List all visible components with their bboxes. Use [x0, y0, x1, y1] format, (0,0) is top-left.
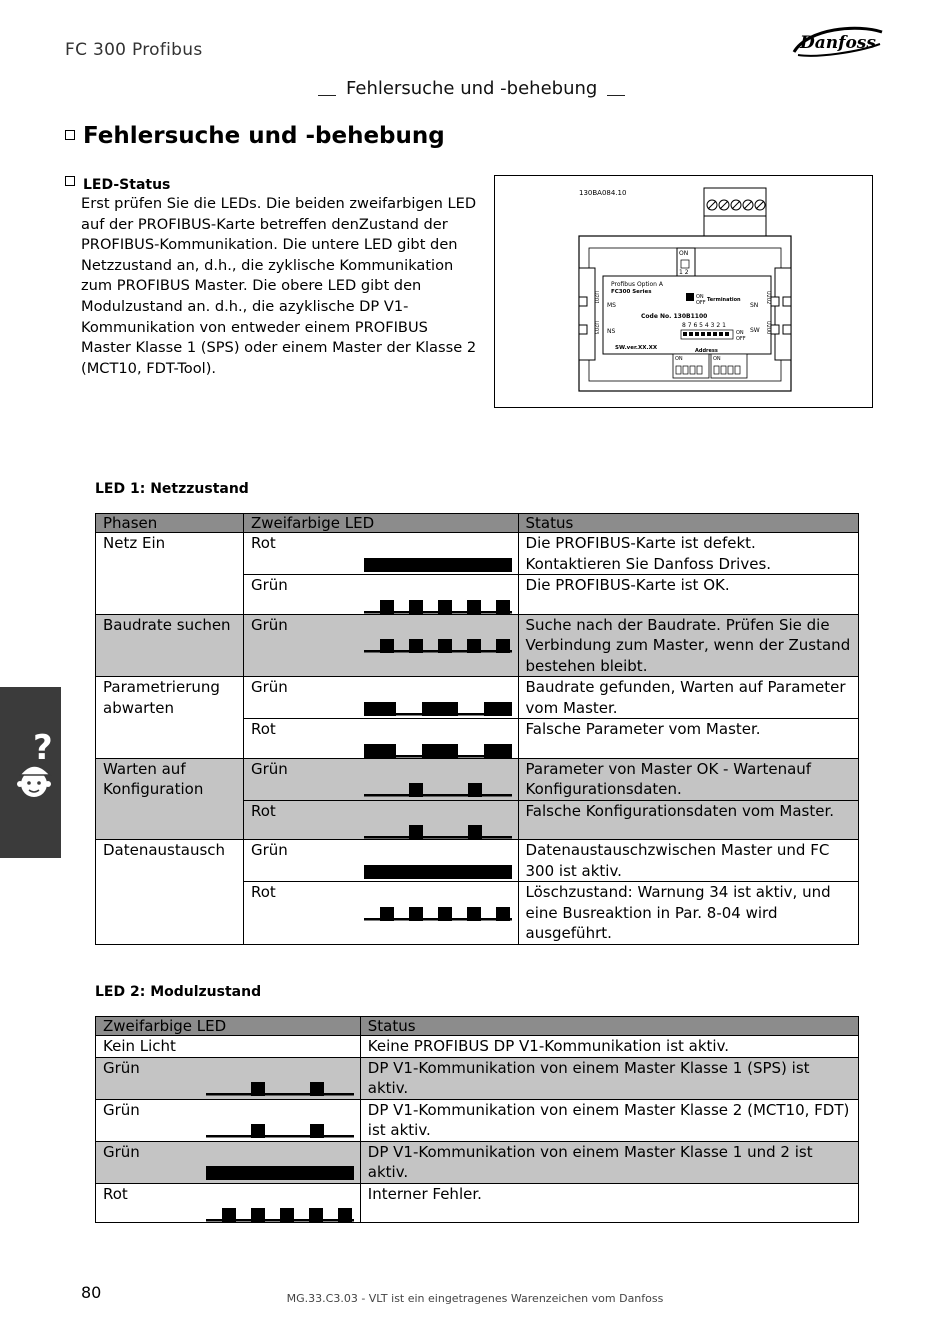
status-cell	[360, 1183, 858, 1223]
section-header	[308, 78, 635, 99]
header-dash-left	[318, 95, 336, 96]
led-cell-text: Grün	[250, 576, 288, 594]
status-cell	[360, 1099, 858, 1141]
code-number: Code No. 130B1100	[641, 313, 708, 320]
led-cell-text: Rot	[103, 1184, 128, 1203]
led-cell-text: Grün	[250, 759, 288, 778]
status-cell	[518, 677, 858, 719]
phase-cell	[96, 533, 244, 615]
section-header-text: Fehlersuche und -behebung	[346, 78, 598, 99]
led-cell-text: Rot	[250, 720, 276, 738]
led-cell-text: Grün	[103, 1058, 140, 1077]
led-blink-pattern-fast	[206, 1206, 354, 1222]
table-row	[96, 1141, 859, 1183]
led-cell	[243, 719, 518, 759]
troubleshooting-side-tab	[0, 687, 61, 858]
led-blink-pattern-fast	[364, 637, 512, 653]
status-cell	[518, 719, 858, 759]
u201-label: U201	[593, 291, 599, 305]
led-cell	[243, 800, 518, 840]
table-row	[96, 1183, 859, 1223]
led-cell	[243, 882, 518, 945]
status-cell	[518, 800, 858, 840]
checkbox-bullet-icon	[65, 130, 75, 140]
header-dash-right	[607, 95, 625, 96]
table-row	[96, 1099, 859, 1141]
phase-cell-text: Datenaustausch	[103, 841, 226, 859]
led1-table	[95, 513, 859, 945]
led-cell	[243, 575, 518, 615]
phase-cell	[96, 758, 244, 840]
status-cell	[518, 882, 858, 945]
status-cell	[518, 758, 858, 800]
led-blink-pattern-solid	[206, 1164, 354, 1180]
led-cell-text: Kein Licht	[103, 1037, 176, 1055]
led-blink-pattern-pulse	[364, 823, 512, 839]
svg-text:?: ?	[33, 728, 53, 768]
led-status-text: Erst prüfen Sie die LEDs. Die beiden zweifarbigen LED auf der PROFIBUS-Karte betreffen denZustand der PROFIBUS-Kommunikation. Die untere LED gibt den Netzzustand an, d.h., die zyklische Kommunikation zum PROFIBUS Master. Die obere LED gibt den Modulzustand an. d.h., die azyklische DP V1-Kommunikation von entweder einem PROFIBUS Master Klasse 1 (SPS) oder einem Master der Klasse 2 (MCT10, FDT-Tool).	[81, 195, 477, 377]
table-row	[96, 840, 859, 882]
address-label: Address	[695, 348, 718, 354]
status-cell-text: Keine PROFIBUS DP V1-Kommunikation ist aktiv.	[367, 1037, 730, 1055]
led-cell-text: Grün	[250, 841, 288, 859]
status-cell-text: Falsche Konfigurationsdaten vom Master.	[525, 801, 834, 820]
switch-number-label: 1 2	[679, 269, 689, 276]
led2-table	[95, 1016, 859, 1223]
page-title	[65, 123, 445, 149]
led-status-heading	[65, 176, 170, 193]
status-cell	[360, 1036, 858, 1058]
led-cell-text: Rot	[250, 883, 276, 901]
troubleshooting-face-icon	[0, 687, 61, 858]
status-cell-text: Suche nach der Baudrate. Prüfen Sie die Verbindung zum Master, wenn der Zustand bestehen bleibt.	[525, 615, 851, 675]
phase-cell	[96, 677, 244, 759]
status-cell	[518, 575, 858, 615]
column-header: Status	[360, 1017, 858, 1036]
table-row	[96, 614, 859, 677]
page-number: 80	[81, 1283, 102, 1302]
phase-cell	[96, 614, 244, 677]
status-cell-text: Parameter von Master OK - Wartenauf Konfigurationsdaten.	[525, 759, 812, 798]
status-cell-text: Falsche Parameter vom Master.	[525, 720, 761, 738]
led2-caption: LED 2: Modulzustand	[95, 984, 262, 1000]
status-cell-text: Datenaustauschzwischen Master und FC 300 ist aktiv.	[525, 841, 830, 880]
table-header-row	[96, 514, 859, 533]
termination-label: Termination	[707, 297, 741, 303]
phase-cell-text: Parametrierung abwarten	[103, 678, 220, 717]
phase-cell	[96, 840, 244, 945]
status-cell-text: Löschzustand: Warnung 34 ist aktiv, und eine Busreaktion in Par. 8-04 wird ausgeführt.	[525, 883, 831, 942]
page-title-text: Fehlersuche und -behebung	[83, 123, 445, 149]
table-row	[96, 1057, 859, 1099]
status-cell-text: DP V1-Kommunikation von einem Master Klasse 1 und 2 ist aktiv.	[367, 1142, 813, 1181]
status-cell-text: Die PROFIBUS-Karte ist defekt. Kontaktieren Sie Danfoss Drives.	[525, 534, 772, 573]
termination-on: ON	[696, 294, 704, 300]
dip1-on: ON	[675, 356, 683, 362]
led-blink-pattern-pulse	[364, 781, 512, 797]
led-cell	[96, 1183, 361, 1223]
status-cell-text: Interner Fehler.	[367, 1184, 482, 1203]
led1-caption: LED 1: Netzzustand	[95, 481, 249, 497]
table-row	[96, 758, 859, 800]
ms-label: MS	[607, 302, 616, 309]
dip2-on: ON	[713, 356, 721, 362]
column-header: Zweifarbige LED	[243, 514, 518, 533]
led-cell	[243, 677, 518, 719]
termination-off: OFF	[696, 300, 706, 306]
led-cell-text: Grün	[103, 1142, 140, 1161]
led-cell-text: Grün	[103, 1100, 140, 1119]
led-blink-pattern-fast	[364, 905, 512, 921]
sw-version: SW.ver.XX.XX	[615, 345, 658, 351]
table-header-row	[96, 1017, 859, 1036]
led-blink-pattern-slow	[364, 742, 512, 758]
status-cell	[360, 1141, 858, 1183]
checkbox-bullet-icon	[65, 176, 75, 186]
u200-label: U200	[765, 321, 771, 335]
led-cell	[243, 614, 518, 677]
led-blink-pattern-pulse	[206, 1122, 354, 1138]
status-cell	[360, 1057, 858, 1099]
led-cell	[96, 1141, 361, 1183]
status-cell-text: Die PROFIBUS-Karte ist OK.	[525, 576, 730, 594]
status-cell	[518, 614, 858, 677]
table-row	[96, 533, 859, 575]
led-cell	[243, 758, 518, 800]
led-cell	[96, 1099, 361, 1141]
ns-label: NS	[607, 328, 616, 335]
figure-code: 130BA084.10	[579, 189, 627, 197]
status-cell-text: DP V1-Kommunikation von einem Master Klasse 2 (MCT10, FDT) ist aktiv.	[367, 1100, 850, 1139]
address-digits: 8 7 6 5 4 3 2 1	[682, 322, 726, 329]
switch-on-label: ON	[679, 250, 689, 257]
led-blink-pattern-solid	[364, 863, 512, 879]
status-cell	[518, 840, 858, 882]
table-row	[96, 1036, 859, 1058]
led-blink-pattern-pulse	[206, 1080, 354, 1096]
led-cell	[243, 840, 518, 882]
status-cell-text: Baudrate gefunden, Warten auf Parameter vom Master.	[525, 678, 846, 717]
card-line1: Profibus Option A	[611, 281, 663, 288]
led-blink-pattern-fast	[364, 598, 512, 614]
led-cell-text: Rot	[250, 534, 276, 552]
address-on: ON	[736, 330, 744, 336]
led-cell-text: Grün	[250, 615, 288, 634]
led-blink-pattern-slow	[364, 700, 512, 716]
profibus-card-figure	[494, 175, 873, 408]
led-status-heading-text: LED-Status	[83, 177, 171, 193]
column-header: Zweifarbige LED	[96, 1017, 361, 1036]
status-cell	[518, 533, 858, 575]
logo-text: Danfoss	[800, 33, 876, 53]
sn-label: SN	[750, 302, 759, 309]
column-header: Phasen	[96, 514, 244, 533]
led-blink-pattern-solid	[364, 556, 512, 572]
page-footer: MG.33.C3.03 - VLT ist ein eingetragenes Warenzeichen vom Danfoss	[286, 1292, 664, 1305]
danfoss-logo	[788, 22, 888, 60]
u202-label: U202	[765, 291, 771, 305]
table-row	[96, 677, 859, 719]
document-title: FC 300 Profibus	[65, 40, 203, 60]
led-cell	[96, 1036, 361, 1058]
card-line2: FC300 Series	[611, 289, 652, 295]
led-cell-text: Rot	[250, 801, 276, 820]
u203-label: U203	[593, 321, 599, 335]
phase-cell-text: Netz Ein	[103, 534, 166, 552]
led-cell-text: Grün	[250, 678, 288, 696]
phase-cell-text: Warten auf Konfiguration	[103, 759, 204, 798]
address-off: OFF	[736, 336, 746, 342]
connector-block	[704, 188, 766, 236]
phase-cell-text: Baudrate suchen	[103, 615, 231, 634]
led-cell	[243, 533, 518, 575]
status-cell-text: DP V1-Kommunikation von einem Master Klasse 1 (SPS) ist aktiv.	[367, 1058, 810, 1097]
column-header: Status	[518, 514, 858, 533]
led-cell	[96, 1057, 361, 1099]
sw-label: SW	[750, 327, 760, 334]
